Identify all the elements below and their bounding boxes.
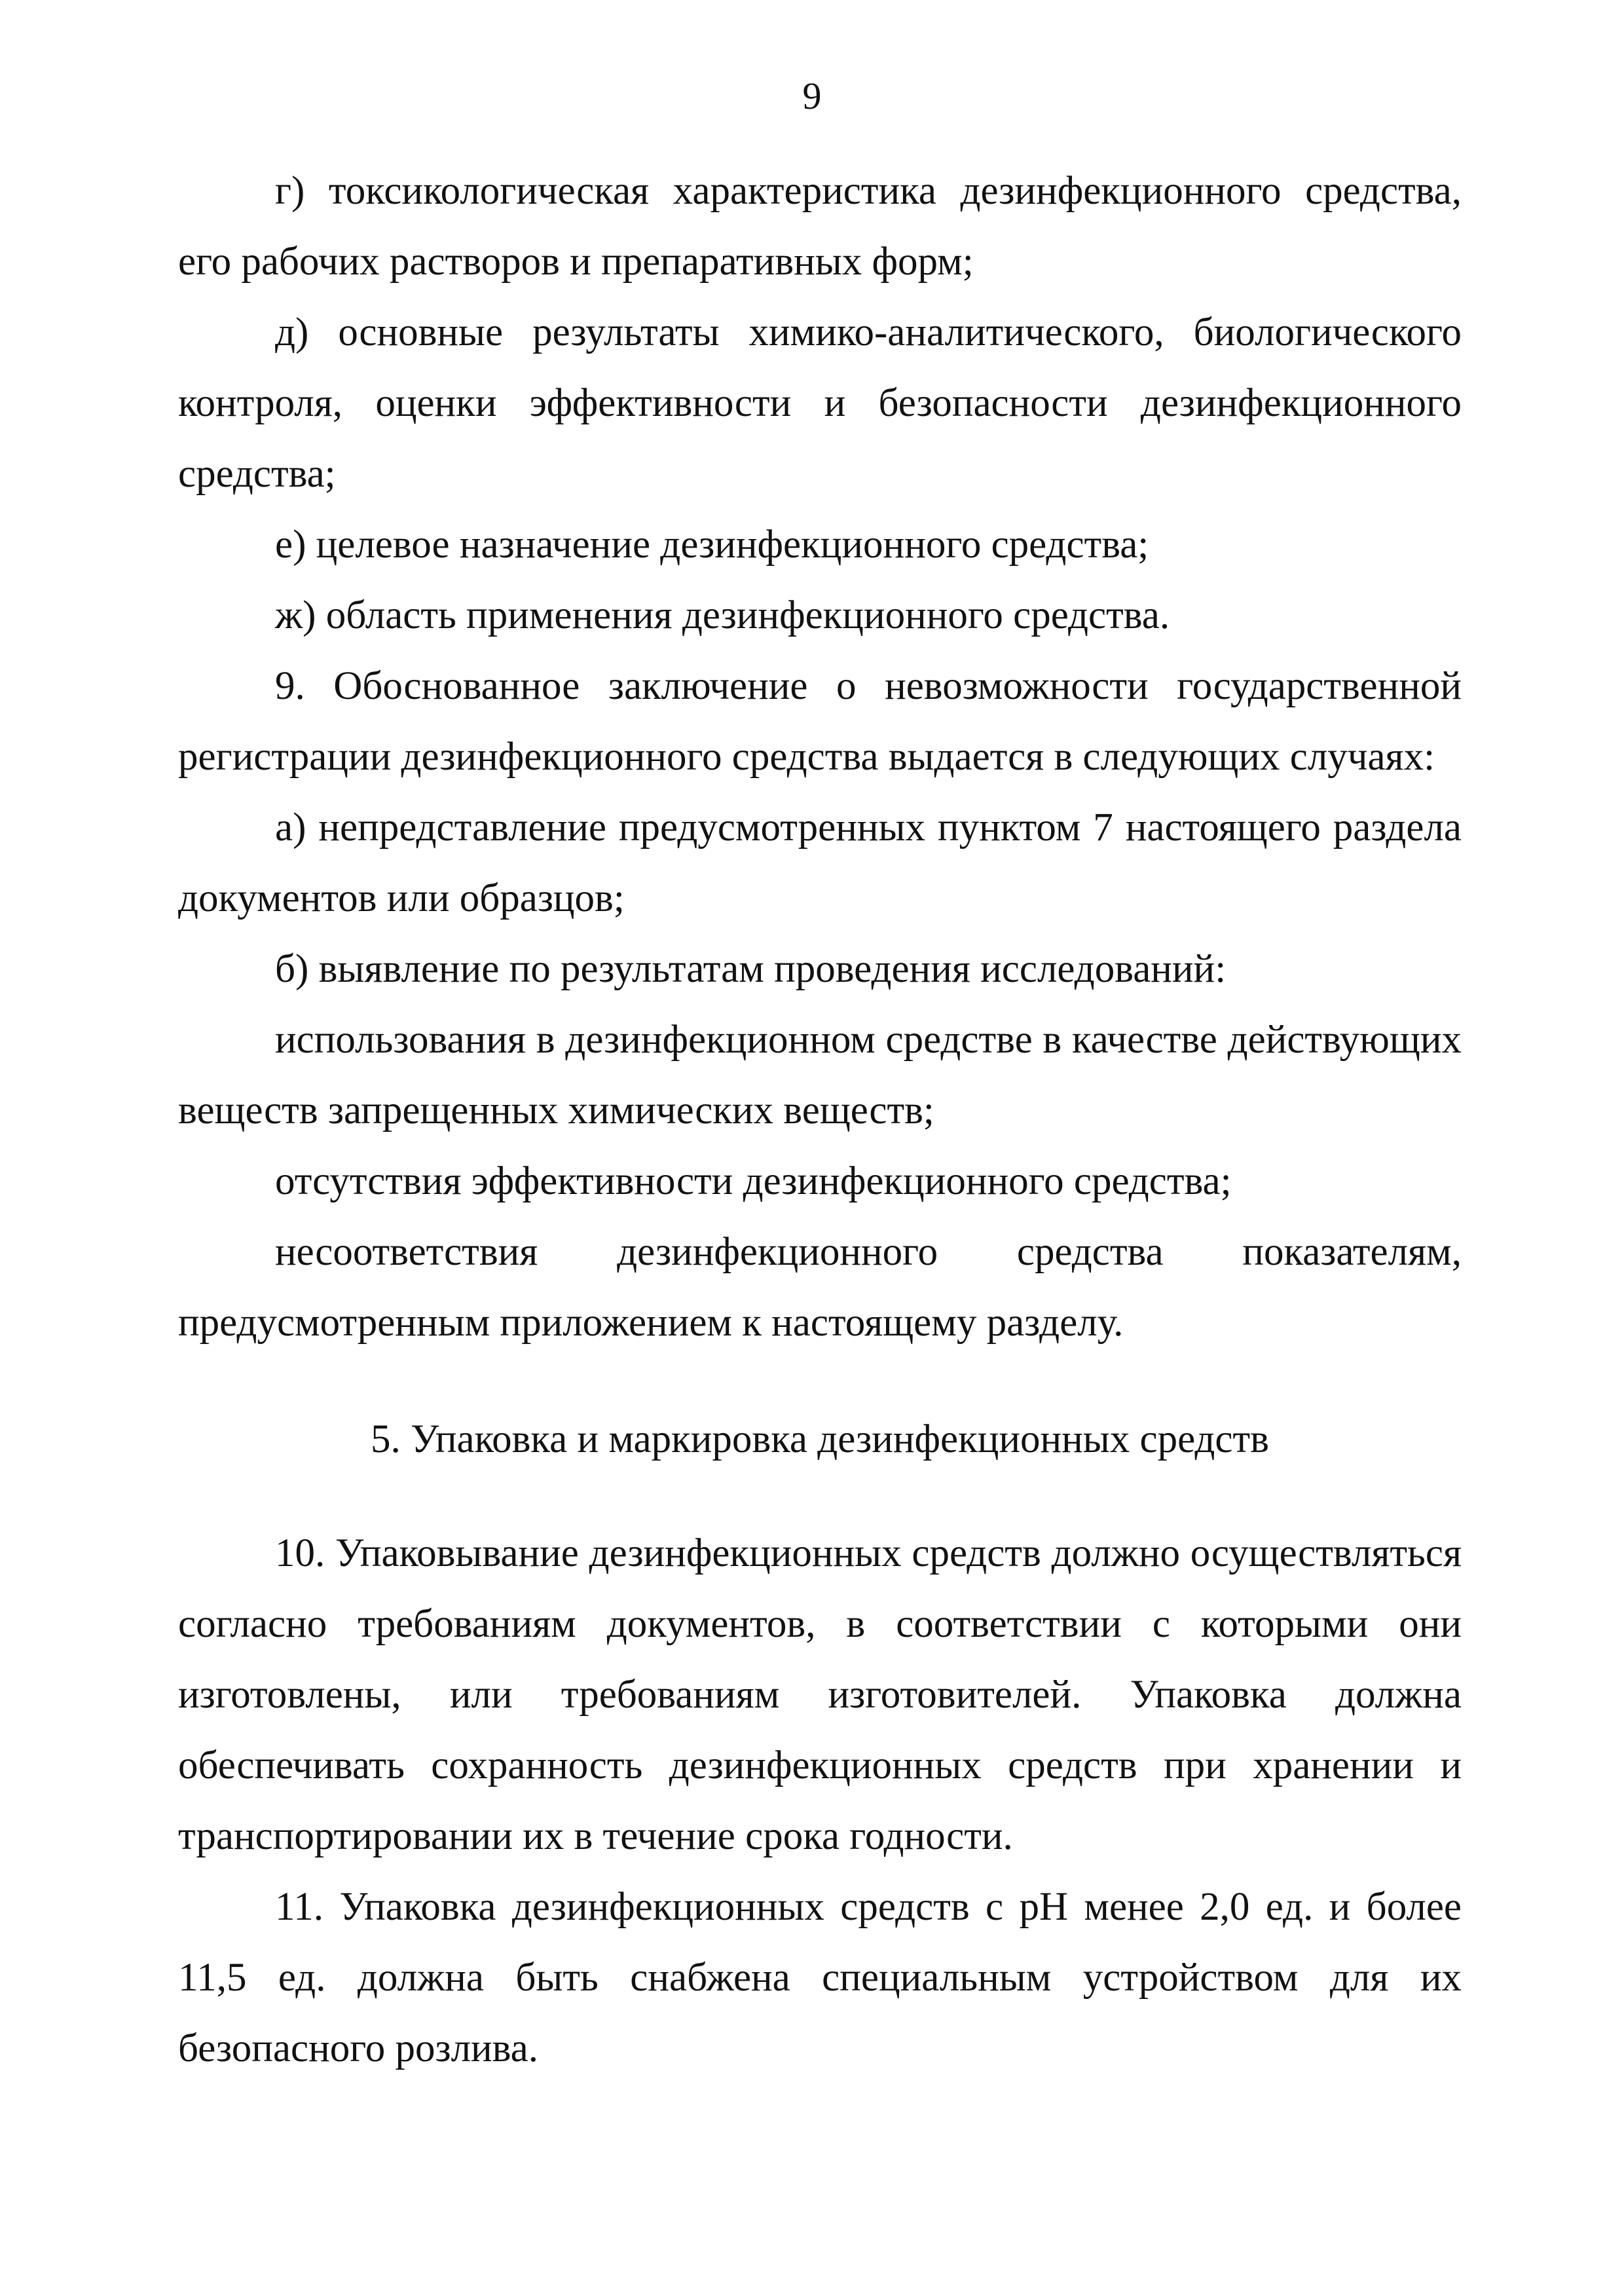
section-heading: 5. Упаковка и маркировка дезинфекционных средств [371, 1417, 1269, 1461]
paragraph-b-findings: б) выявление по результатам проведения исследований: [275, 947, 1227, 991]
page-body [178, 156, 1462, 2084]
paragraph-zh-scope: ж) область применения дезинфекционного средства. [275, 593, 1170, 637]
paragraph-d-control-results: д) основные результаты химико-аналитического, биологического контроля, оценки эффективности и безопасности дезинфекционного средства; [178, 310, 1462, 496]
paragraph-a-non-submission: а) непредставление предусмотренных пунктом 7 настоящего раздела документов или образцов; [178, 806, 1462, 920]
paragraph-prohibited-substances: использования в дезинфекционном средстве в качестве действующих веществ запрещенных химических веществ; [178, 1018, 1462, 1132]
paragraph-10-packaging: 10. Упаковывание дезинфекционных средств должно осуществляться согласно требованиям документов, в соответствии с которыми они изготовлены, или требованиям изготовителей. Упаковка должна обеспечивать сохранность дезинфекционных средств при хранении и транспортировании их в течение срока годности. [178, 1531, 1462, 1858]
paragraph-non-compliance: несоответствия дезинфекционного средства показателям, предусмотренным приложением к настоящему разделу. [178, 1230, 1462, 1345]
paragraph-11-ph-packaging: 11. Упаковка дезинфекционных средств с pH менее 2,0 ед. и более 11,5 ед. должна быть снабжена специальным устройством для их безопасного розлива. [178, 1885, 1462, 2070]
paragraph-9-refusal-conclusion: 9. Обоснованное заключение о невозможности государственной регистрации дезинфекционного средства выдается в следующих случаях: [178, 664, 1462, 779]
page-number: 9 [802, 75, 822, 117]
paragraph-no-effectiveness: отсутствия эффективности дезинфекционного средства; [275, 1159, 1232, 1203]
paragraph-e-purpose: е) целевое назначение дезинфекционного средства; [275, 523, 1149, 567]
paragraph-g-toxicology: г) токсикологическая характеристика дезинфекционного средства, его рабочих растворов и препаративных форм; [178, 169, 1462, 284]
